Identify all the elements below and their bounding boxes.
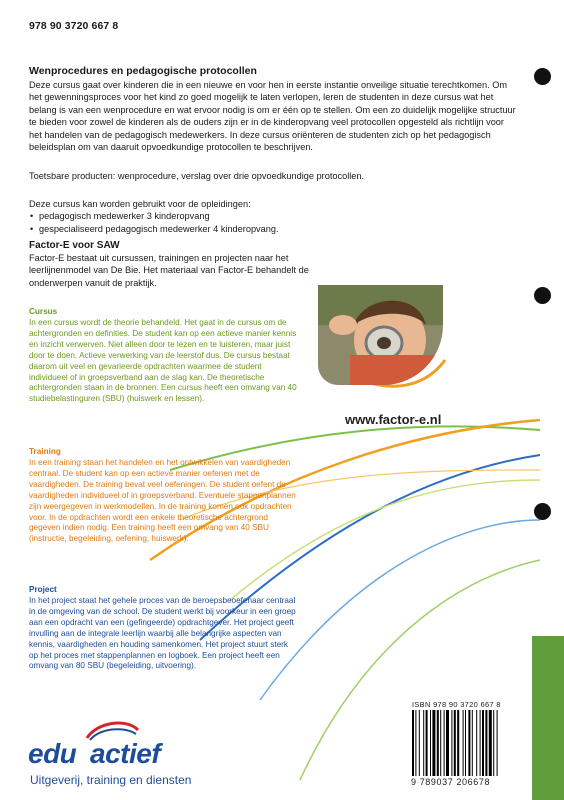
isbn-header: 978 90 3720 667 8 (29, 20, 119, 32)
cursus-text: In een cursus wordt de theorie behandeld. Het gaat in de cursus om de achtergronden en definities. De student kan op een actieve manier kennis en inzicht verwerven. Niet alleen door te lezen en te luisteren, maar juist door te doen. Actieve verwerking van de leerstof dus. De cursus bestaat daarom uit veel en gevarieerde opdrachten waarmee de student individueel of in groepsverband aan de slag kan. De theoretische achtergronden staan in de bronnen. Een cursus heeft een omvang van 40 studiebelastinguren (SBU) (huiswerk en lessen). (29, 318, 297, 404)
binder-hole (534, 68, 551, 85)
products-paragraph: Toetsbare producten: wenprocedure, verslag over drie opvoedkundige protocollen. (29, 171, 365, 181)
barcode (410, 710, 528, 778)
logo-actief: actief (90, 738, 161, 769)
binder-hole (534, 287, 551, 304)
project-heading: Project (29, 585, 57, 594)
isbn-barcode-label: ISBN 978 90 3720 667 8 (412, 700, 501, 709)
cursus-heading: Cursus (29, 307, 58, 316)
uses-intro: Deze cursus kan worden gebruikt voor de opleidingen: (29, 199, 251, 209)
book-title: Wenprocedures en pedagogische protocollen (29, 65, 257, 77)
logo-edu: edu (28, 738, 77, 769)
saw-title: Factor-E voor SAW (29, 240, 120, 251)
website-link[interactable]: www.factor-e.nl (345, 412, 442, 427)
list-item: • gespecialiseerd pedagogisch medewerker 4 kinderopvang. (29, 223, 519, 235)
publisher-tagline: Uitgeverij, training en diensten (30, 773, 192, 787)
project-text: In het project staat het gehele proces van de beroepsbeoefenaar centraal in de omgeving van de school. De student werkt bij voorkeur in een groep aan een opdracht van een (gefingeerde) opdrachtgever. Het project geeft invulling aan de integrale leerlijn waarbij alle belangrijke aspecten van kennis, vaardigheden en houding samenkomen. Het project stuurt sterk op het proces met stappenplannen en logboek. Een project heeft een omvang van 80 SBU (begeleiding, uitvoering). (29, 596, 296, 671)
list-item: • pedagogisch medewerker 3 kinderopvang (29, 210, 519, 222)
intro-paragraph: Deze cursus gaat over kinderen die in een nieuwe en voor hen in eerste instantie onveilige situatie terechtkomen. Om het gewenningsproces voor het kind zo goed mogelijk te laten verlopen, leren de studenten in deze cursus wat het belang is van een wenprocedure en wat ervoor nodig is om er één op te stellen. Om een zo duidelijk mogelijke structuur te bieden voor zowel de kinderen als de ouders zijn er in de kinderopvang veel protocollen opgesteld als richtlijn voor het handelen van de pedagogisch medewerkers. In deze cursus oriënteren de studenten zich op het pedagogisch beleidsplan om van daaruit opvoedkundige protocollen te beschrijven. (29, 80, 516, 153)
green-edge-tab (532, 636, 564, 800)
saw-paragraph: Factor-E bestaat uit cursussen, trainingen en projecten naar het leerlijnenmodel van De Bie. Het materiaal van Factor-E behandelt de onderwerpen vanuit de praktijk. (29, 253, 309, 288)
uses-list (29, 210, 519, 235)
training-heading: Training (29, 447, 61, 456)
barcode-number: 9 789037 206678 (411, 777, 491, 787)
binder-hole (534, 503, 551, 520)
training-text: In een training staan het handelen en het ontwikkelen van vaardigheden centraal. De student kan op een actieve manier oefenen met de vaardigheden. De training bevat veel oefeningen. De student oefent de vaardigheden individueel of in groepsverband. Eventuele stappenplannen zijn weergegeven in werkmodellen. In de training komen ook opdrachten voor. In de opdrachten wordt een enkele theoretische achtergrond gegeven indien nodig. Een training heeft een omvang van 40 SBU (instructie, begeleiding, oefening, huiswerk). (29, 458, 296, 544)
uses-block (29, 198, 519, 235)
